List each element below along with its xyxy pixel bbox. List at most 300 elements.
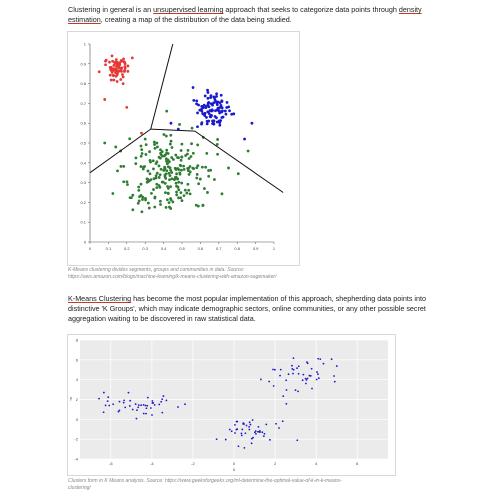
data-point-cluster-2: [224, 110, 227, 113]
data-point-cluster-3: [158, 156, 161, 159]
data-point-cluster-3: [216, 153, 219, 156]
data-point-cluster-3: [175, 185, 178, 188]
data-point-cluster-2: [211, 104, 214, 107]
data-point-cluster-3: [152, 159, 155, 162]
data-point-cluster-2: [216, 438, 218, 440]
data-point-cluster-3: [169, 207, 172, 210]
data-point-cluster-3: [147, 170, 150, 173]
x-tick-label: 0: [232, 461, 236, 466]
data-point-cluster-2: [241, 433, 243, 435]
data-point-cluster-3: [169, 185, 172, 188]
data-point-cluster-2: [252, 419, 254, 421]
data-point-cluster-1: [124, 406, 126, 408]
data-point-cluster-3: [180, 159, 183, 162]
data-point-cluster-3: [191, 127, 194, 130]
data-point-cluster-3: [168, 178, 171, 181]
x-tick-label: -6: [109, 461, 113, 466]
data-point-cluster-3: [131, 208, 134, 211]
data-point-cluster-3: [160, 168, 163, 171]
data-point-cluster-3: [164, 175, 167, 178]
y-tick-label: 6: [75, 357, 78, 363]
data-point-cluster-3: [141, 152, 144, 155]
data-point-cluster-3: [165, 172, 168, 175]
data-point-cluster-2: [203, 114, 206, 117]
data-point-cluster-3: [177, 188, 180, 191]
data-point-cluster-2: [196, 125, 199, 128]
caption-2-line-1: Clusters form in K Means analysis. Source: https://www.geeksforgeeks.org/ml-determine-the-optimal-value-of-k-in-k-means-: [68, 478, 342, 484]
cluster-boundary-line: [151, 44, 173, 129]
data-point-cluster-2: [204, 106, 207, 109]
data-point-cluster-3: [336, 365, 338, 367]
data-point-cluster-1: [98, 398, 100, 400]
data-point-cluster-2: [221, 106, 224, 109]
data-point-cluster-1: [158, 404, 160, 406]
data-point-cluster-2: [227, 105, 230, 108]
data-point-cluster-2: [203, 104, 206, 107]
data-point-cluster-3: [177, 156, 180, 159]
data-point-cluster-3: [311, 368, 313, 370]
data-point-cluster-3: [158, 186, 161, 189]
data-point-cluster-3: [146, 181, 149, 184]
data-point-cluster-3: [153, 141, 156, 144]
data-point-cluster-2: [264, 433, 266, 435]
data-point-cluster-3: [298, 373, 300, 375]
data-point-cluster-3: [159, 200, 162, 203]
data-point-cluster-3: [201, 204, 204, 207]
data-point-cluster-1: [184, 403, 186, 405]
data-point-cluster-3: [197, 182, 200, 185]
data-point-cluster-2: [220, 94, 223, 97]
data-point-cluster-3: [273, 385, 275, 387]
data-point-cluster-1: [111, 54, 114, 57]
x-tick-label: 4: [315, 461, 318, 466]
data-point-cluster-3: [148, 207, 151, 210]
data-point-cluster-3: [260, 379, 262, 381]
data-point-cluster-2: [265, 424, 267, 426]
data-point-cluster-3: [184, 189, 187, 192]
data-point-cluster-3: [156, 145, 159, 148]
data-point-cluster-2: [226, 101, 229, 104]
data-point-cluster-1: [103, 411, 105, 413]
data-point-cluster-3: [140, 183, 143, 186]
data-point-cluster-3: [167, 192, 170, 195]
data-point-cluster-1: [136, 418, 138, 420]
data-point-cluster-3: [140, 145, 143, 148]
data-point-cluster-3: [291, 365, 293, 367]
data-point-cluster-1: [154, 404, 156, 406]
data-point-cluster-3: [155, 186, 158, 189]
data-point-cluster-2: [241, 429, 243, 431]
data-point-cluster-2: [275, 423, 277, 425]
data-point-cluster-3: [137, 186, 140, 189]
data-point-cluster-1: [119, 78, 122, 81]
data-point-cluster-3: [155, 142, 158, 145]
caption-1-line-2: https://aws.amazon.com/blogs/machine-learning/k-means-clustering-with-amazon-sagemaker/: [68, 274, 277, 280]
data-point-cluster-3: [175, 193, 178, 196]
x-tick-label: 0.1: [105, 246, 112, 251]
data-point-cluster-1: [116, 80, 119, 83]
data-point-cluster-2: [261, 431, 263, 433]
data-point-cluster-1: [121, 60, 124, 63]
data-point-cluster-3: [201, 166, 204, 169]
data-point-cluster-1: [150, 407, 152, 409]
cluster-boundary-line: [195, 131, 283, 192]
data-point-cluster-3: [165, 152, 168, 155]
data-point-cluster-3: [168, 201, 171, 204]
data-point-cluster-2: [250, 424, 252, 426]
x-tick-label: 1: [272, 246, 276, 251]
data-point-cluster-2: [212, 96, 215, 99]
data-point-cluster-2: [206, 120, 209, 123]
data-point-cluster-3: [176, 167, 179, 170]
data-point-cluster-3: [305, 383, 307, 385]
data-point-cluster-3: [191, 167, 194, 170]
data-point-cluster-1: [112, 403, 114, 405]
data-point-cluster-3: [216, 138, 219, 141]
intro-paragraph: [68, 5, 442, 25]
data-point-cluster-3: [169, 134, 172, 137]
data-point-cluster-2: [229, 429, 231, 431]
y-tick-label: 0.5: [80, 140, 86, 146]
data-point-cluster-1: [124, 62, 127, 65]
data-point-cluster-3: [196, 144, 199, 147]
data-point-cluster-1: [123, 399, 125, 401]
data-point-cluster-2: [207, 101, 210, 104]
data-point-cluster-2: [255, 433, 257, 435]
data-point-cluster-1: [161, 412, 163, 414]
y-tick-label: 0.9: [80, 61, 86, 67]
data-point-cluster-1: [163, 395, 165, 397]
data-point-cluster-3: [302, 374, 304, 376]
data-point-cluster-3: [274, 369, 276, 371]
data-point-cluster-3: [293, 369, 295, 371]
data-point-cluster-3: [178, 123, 181, 126]
data-point-cluster-3: [180, 143, 183, 146]
data-point-cluster-3: [152, 168, 155, 171]
data-point-cluster-3: [175, 191, 178, 194]
data-point-cluster-3: [156, 172, 159, 175]
x-tick-label: 0.8: [234, 246, 240, 251]
data-point-cluster-3: [279, 375, 281, 377]
data-point-cluster-2: [207, 91, 210, 94]
data-point-cluster-1: [122, 57, 125, 60]
data-point-cluster-3: [146, 178, 149, 181]
y-tick-label: 0.1: [80, 219, 86, 225]
x-tick-label: 0.3: [142, 246, 148, 251]
x-tick-label: -4: [150, 461, 154, 466]
data-point-cluster-3: [187, 167, 190, 170]
outlier-point: [140, 132, 143, 135]
data-point-cluster-1: [107, 400, 109, 402]
data-point-cluster-3: [153, 197, 156, 200]
data-point-cluster-1: [105, 59, 108, 62]
caption-2-line-2: clustering/: [68, 485, 91, 491]
data-point-cluster-2: [200, 121, 203, 124]
data-point-cluster-3: [188, 157, 191, 160]
data-point-cluster-3: [285, 379, 287, 381]
data-point-cluster-1: [152, 402, 154, 404]
data-point-cluster-1: [123, 402, 125, 404]
data-point-cluster-3: [305, 378, 307, 380]
data-point-cluster-3: [179, 164, 182, 167]
kmeans-paragraph: [68, 294, 442, 325]
data-point-cluster-2: [278, 427, 280, 429]
data-point-cluster-3: [150, 178, 153, 181]
data-point-cluster-3: [286, 389, 288, 391]
data-point-cluster-3: [179, 196, 182, 199]
data-point-cluster-3: [272, 369, 274, 371]
data-point-cluster-3: [167, 161, 170, 164]
data-point-cluster-2: [206, 122, 209, 125]
data-point-cluster-3: [122, 165, 125, 168]
data-point-cluster-3: [170, 171, 173, 174]
data-point-cluster-1: [151, 414, 153, 416]
data-point-cluster-1: [145, 405, 147, 407]
data-point-cluster-3: [141, 196, 144, 199]
data-point-cluster-1: [127, 65, 130, 68]
data-point-cluster-3: [247, 150, 250, 153]
data-point-cluster-3: [179, 173, 182, 176]
y-tick-label: 0.6: [80, 120, 86, 126]
kmeans-boundary-chart: [68, 32, 299, 265]
data-point-cluster-1: [119, 410, 121, 412]
outlier-point: [103, 142, 106, 145]
data-point-cluster-2: [198, 109, 201, 112]
data-point-cluster-2: [228, 109, 231, 112]
y-axis-label: y: [69, 395, 73, 401]
data-point-cluster-3: [296, 367, 298, 369]
data-point-cluster-2: [210, 110, 213, 113]
data-point-cluster-2: [220, 116, 223, 119]
data-point-cluster-3: [164, 191, 167, 194]
x-tick-label: 0.7: [216, 246, 222, 251]
data-point-cluster-1: [116, 72, 119, 75]
y-tick-label: 1: [83, 41, 86, 47]
y-tick-label: 0: [75, 416, 78, 422]
data-point-cluster-2: [202, 106, 205, 109]
data-point-cluster-1: [129, 405, 131, 407]
y-tick-label: -2: [74, 436, 78, 442]
data-point-cluster-3: [154, 147, 157, 150]
outlier-point: [98, 70, 101, 73]
data-point-cluster-3: [120, 165, 123, 168]
data-point-cluster-2: [242, 423, 244, 425]
data-point-cluster-3: [159, 203, 162, 206]
outlier-point: [144, 138, 147, 141]
data-point-cluster-3: [165, 149, 168, 152]
data-point-cluster-3: [176, 178, 179, 181]
data-point-cluster-2: [269, 439, 271, 441]
data-point-cluster-3: [216, 143, 219, 146]
data-point-cluster-3: [180, 149, 183, 152]
x-axis-label: x: [232, 467, 236, 472]
data-point-cluster-2: [243, 447, 245, 449]
data-point-cluster-1: [146, 405, 148, 407]
data-point-cluster-2: [209, 114, 212, 117]
data-point-cluster-2: [215, 95, 218, 98]
data-point-cluster-2: [218, 124, 221, 127]
y-tick-label: 0.2: [80, 199, 86, 205]
x-tick-label: -2: [191, 461, 195, 466]
data-point-cluster-1: [119, 401, 121, 403]
outlier-point: [114, 146, 117, 149]
data-point-cluster-3: [122, 180, 125, 183]
data-point-cluster-1: [110, 79, 113, 82]
data-point-cluster-1: [145, 413, 147, 415]
data-point-cluster-3: [148, 150, 151, 153]
data-point-cluster-3: [155, 183, 158, 186]
outlier-point: [103, 98, 106, 101]
data-point-cluster-2: [259, 430, 261, 432]
data-point-cluster-2: [195, 102, 198, 105]
data-point-cluster-3: [302, 379, 304, 381]
data-point-cluster-3: [185, 192, 188, 195]
data-point-cluster-3: [155, 162, 158, 165]
data-point-cluster-3: [221, 192, 224, 195]
data-point-cluster-2: [235, 429, 237, 431]
data-point-cluster-2: [254, 431, 256, 433]
data-point-cluster-2: [218, 106, 221, 109]
y-tick-label: 2: [75, 397, 78, 402]
data-point-cluster-3: [111, 192, 114, 195]
data-point-cluster-3: [195, 177, 198, 180]
data-point-cluster-1: [140, 404, 142, 406]
data-point-cluster-1: [137, 406, 139, 408]
data-point-cluster-3: [166, 185, 169, 188]
data-point-cluster-3: [135, 156, 138, 159]
outlier-point: [125, 106, 128, 109]
data-point-cluster-1: [109, 74, 112, 77]
data-point-cluster-1: [117, 64, 120, 67]
y-tick-label: 0.3: [80, 180, 86, 186]
data-point-cluster-1: [108, 405, 110, 407]
data-point-cluster-3: [182, 165, 185, 168]
data-point-cluster-2: [195, 99, 198, 102]
data-point-cluster-2: [211, 120, 214, 123]
data-point-cluster-3: [311, 388, 313, 390]
data-point-cluster-2: [216, 121, 219, 124]
data-point-cluster-3: [199, 178, 202, 181]
data-point-cluster-3: [153, 143, 156, 146]
data-point-cluster-1: [166, 400, 168, 402]
data-point-cluster-3: [159, 173, 162, 176]
data-point-cluster-2: [225, 439, 227, 441]
data-point-cluster-1: [161, 398, 163, 400]
data-point-cluster-3: [163, 168, 166, 171]
data-point-cluster-3: [138, 195, 141, 198]
data-point-cluster-1: [177, 406, 179, 408]
data-point-cluster-1: [112, 74, 115, 77]
data-point-cluster-1: [103, 392, 105, 394]
data-point-cluster-3: [171, 201, 174, 204]
data-point-cluster-3: [126, 180, 129, 183]
data-point-cluster-1: [108, 61, 111, 64]
data-point-cluster-3: [180, 182, 183, 185]
data-point-cluster-2: [214, 100, 217, 103]
outlier-point: [192, 86, 195, 89]
data-point-cluster-3: [140, 165, 143, 168]
data-point-cluster-3: [137, 189, 140, 192]
data-point-cluster-3: [140, 155, 143, 158]
outlier-point: [251, 122, 254, 125]
data-point-cluster-3: [187, 189, 190, 192]
data-point-cluster-1: [113, 79, 116, 82]
data-point-cluster-2: [207, 97, 210, 100]
data-point-cluster-2: [263, 435, 265, 437]
data-point-cluster-3: [188, 173, 191, 176]
data-point-cluster-2: [217, 109, 220, 112]
data-point-cluster-2: [221, 109, 224, 112]
data-point-cluster-3: [179, 191, 182, 194]
x-tick-label: 0: [88, 246, 92, 251]
data-point-cluster-3: [213, 178, 216, 181]
data-point-cluster-3: [169, 174, 172, 177]
data-point-cluster-2: [244, 432, 246, 434]
data-point-cluster-3: [209, 169, 212, 172]
unsupervised-learning-link[interactable]: unsupervised learning: [153, 5, 224, 14]
data-point-cluster-3: [298, 365, 300, 367]
data-point-cluster-1: [146, 407, 148, 409]
y-tick-label: 0: [83, 239, 86, 245]
data-point-cluster-3: [306, 361, 308, 363]
data-point-cluster-3: [334, 381, 336, 383]
data-point-cluster-3: [319, 358, 321, 360]
y-tick-label: 0.7: [80, 100, 86, 106]
data-point-cluster-1: [128, 392, 130, 394]
data-point-cluster-3: [155, 174, 158, 177]
data-point-cluster-3: [203, 187, 206, 190]
x-tick-label: 0.4: [160, 246, 167, 251]
data-point-cluster-3: [227, 167, 230, 170]
data-point-cluster-3: [158, 176, 161, 179]
data-point-cluster-2: [211, 122, 214, 125]
data-point-cluster-3: [174, 154, 177, 157]
data-point-cluster-2: [241, 435, 243, 437]
data-point-cluster-3: [149, 161, 152, 164]
data-point-cluster-2: [231, 430, 233, 432]
x-tick-label: 0.6: [197, 246, 204, 251]
data-point-cluster-1: [122, 76, 125, 79]
data-point-cluster-3: [331, 358, 333, 360]
data-point-cluster-3: [147, 202, 150, 205]
cluster-boundary-line: [151, 129, 195, 131]
data-point-cluster-3: [175, 182, 178, 185]
data-point-cluster-3: [295, 389, 297, 391]
kmeans-figure-1: [67, 31, 300, 266]
data-point-cluster-3: [204, 166, 207, 169]
data-point-cluster-1: [151, 400, 153, 402]
data-point-cluster-3: [297, 390, 299, 392]
data-point-cluster-1: [123, 69, 126, 72]
data-point-cluster-2: [248, 429, 250, 431]
data-point-cluster-3: [172, 158, 175, 161]
data-point-cluster-1: [143, 404, 145, 406]
kmeans-figure-2: [67, 334, 396, 476]
data-point-cluster-2: [209, 96, 212, 99]
density-estimation-link[interactable]: density estimation: [68, 5, 422, 25]
outlier-point: [131, 56, 134, 59]
x-tick-label: 6: [356, 461, 359, 466]
data-point-cluster-1: [122, 82, 125, 85]
data-point-cluster-1: [126, 70, 129, 73]
kmeans-clustering-link[interactable]: K-Means Clustering: [68, 294, 132, 303]
caption-1-line-1: K-Means clustering divides segments, groups and communities in data. Source:: [68, 267, 245, 273]
y-tick-label: 0.4: [80, 160, 86, 166]
data-point-cluster-3: [316, 371, 318, 373]
data-point-cluster-3: [134, 162, 137, 165]
data-point-cluster-3: [183, 194, 186, 197]
intro-text-start: Clustering in general is an: [68, 5, 154, 14]
